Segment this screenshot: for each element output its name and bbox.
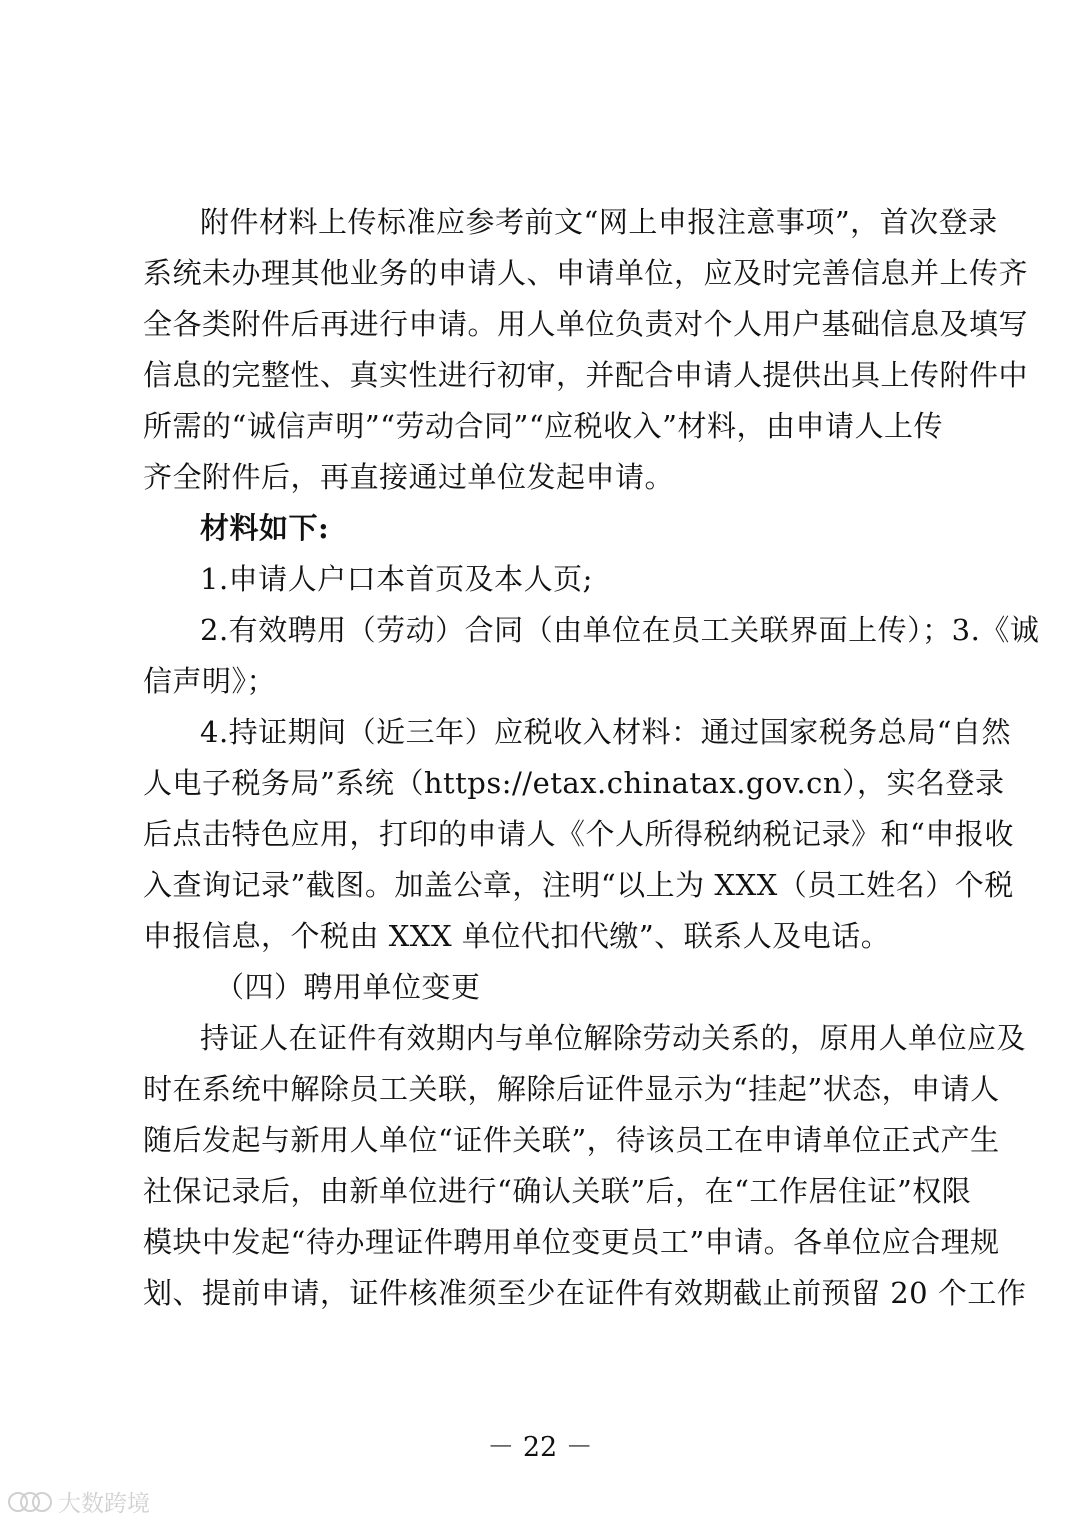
paragraph-2-line-5: 模块中发起“待办理证件聘用单位变更员工”申请。各单位应合理规 (143, 1225, 1000, 1259)
material-item-2-line-1: 2.有效聘用（劳动）合同（由单位在员工关联界面上传）；3.《诚 (200, 613, 1040, 647)
materials-heading: 材料如下: (200, 511, 330, 545)
watermark-text: 大数跨境 (58, 1490, 150, 1517)
watermark (8, 1484, 150, 1518)
paragraph-1-line-5: 所需的“诚信声明”“劳动合同”“应税收入”材料，由申请人上传 (143, 409, 943, 443)
material-item-4-line-1: 4.持证期间（近三年）应税收入材料：通过国家税务总局“自然 (200, 715, 1011, 749)
material-item-4-line-2: 人电子税务局”系统（https://etax.chinatax.gov.cn），实名登录 (143, 766, 1005, 800)
paragraph-1-line-6: 齐全附件后，再直接通过单位发起申请。 (143, 460, 675, 494)
material-item-2-line-2: 信声明》； (143, 664, 277, 698)
paragraph-2-line-1: 持证人在证件有效期内与单位解除劳动关系的，原用人单位应及 (200, 1021, 1027, 1055)
three-rings-logo-icon (8, 1488, 52, 1514)
material-item-4-line-5: 申报信息，个税由 XXX 单位代扣代缴”、联系人及电话。 (143, 919, 891, 953)
material-item-1: 1.申请人户口本首页及本人页; (200, 562, 593, 596)
paragraph-1-line-4: 信息的完整性、真实性进行初审，并配合申请人提供出具上传附件中 (143, 358, 1029, 392)
paragraph-2-line-6: 划、提前申请，证件核准须至少在证件有效期截止前预留 20 个工作 (143, 1276, 1027, 1310)
paragraph-2-line-3: 随后发起与新用人单位“证件关联”，待该员工在申请单位正式产生 (143, 1123, 1000, 1157)
paragraph-1-line-1: 附件材料上传标准应参考前文“网上申报注意事项”，首次登录 (200, 205, 998, 239)
page-number: － 22 － (487, 1432, 593, 1463)
paragraph-1-line-3: 全各类附件后再进行申请。用人单位负责对个人用户基础信息及填写 (143, 307, 1029, 341)
section-heading: （四）聘用单位变更 (215, 970, 481, 1004)
paragraph-2-line-2: 时在系统中解除员工关联，解除后证件显示为“挂起”状态，申请人 (143, 1072, 1000, 1106)
material-item-4-line-4: 入查询记录”截图。加盖公章，注明“以上为 XXX（员工姓名）个税 (143, 868, 1014, 902)
paragraph-2-line-4: 社保记录后，由新单位进行“确认关联”后，在“工作居住证”权限 (143, 1174, 972, 1208)
paragraph-1-line-2: 系统未办理其他业务的申请人、申请单位，应及时完善信息并上传齐 (143, 256, 1029, 290)
material-item-4-line-3: 后点击特色应用，打印的申请人《个人所得税纳税记录》和“申报收 (143, 817, 1014, 851)
